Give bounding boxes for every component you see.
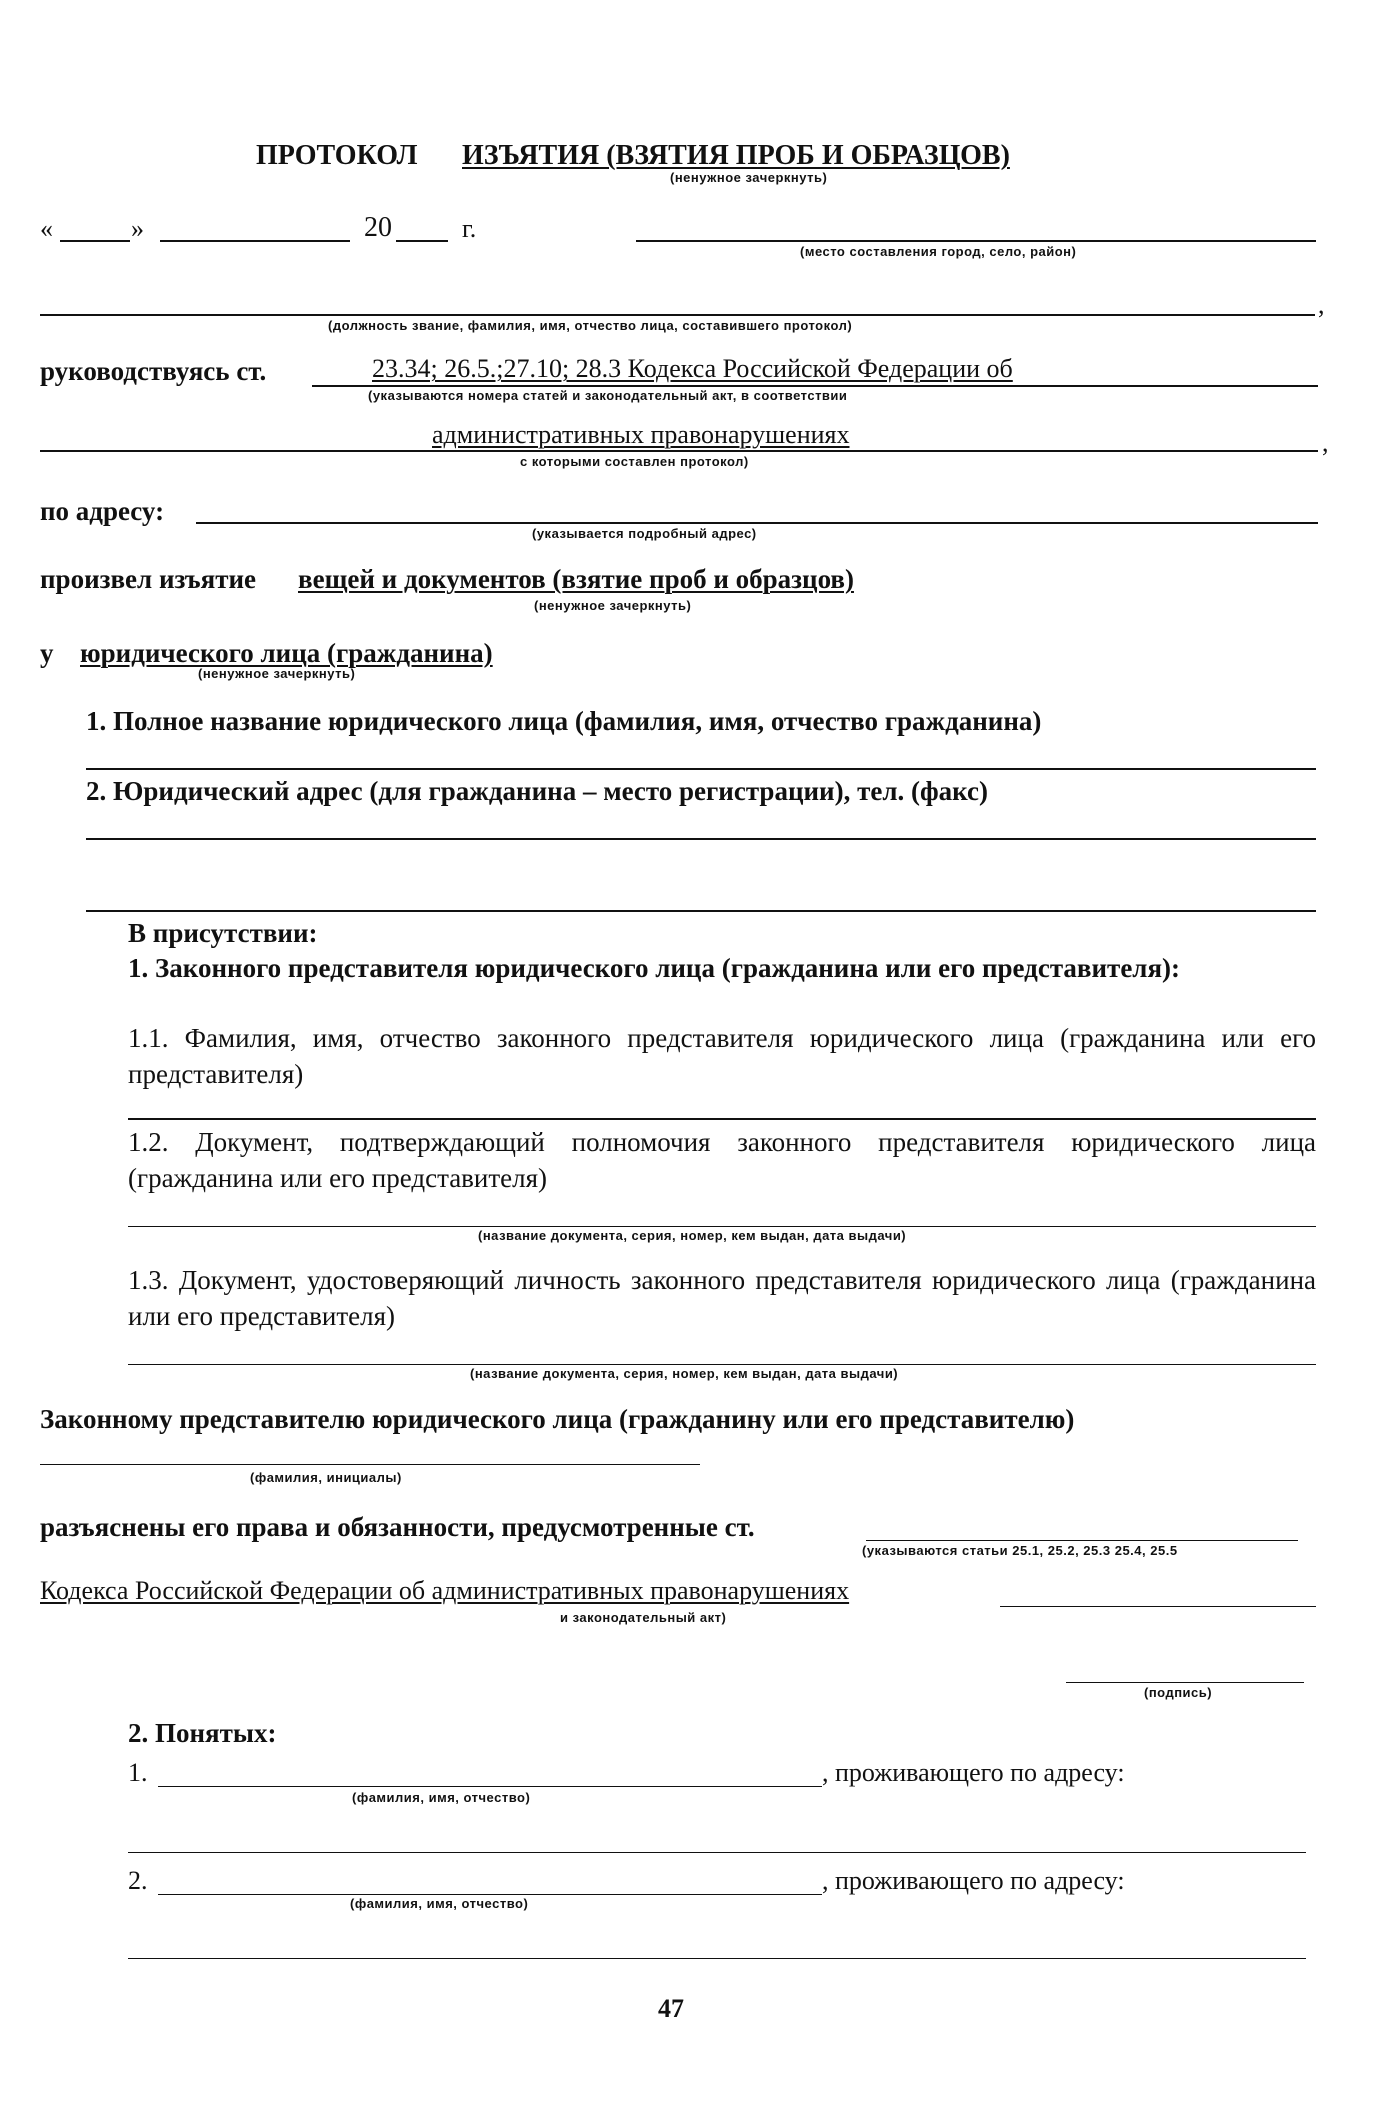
item-2-field[interactable] (86, 838, 1316, 840)
rights-code-caption: и законодательный акт) (560, 1610, 727, 1625)
guided-field[interactable] (312, 385, 1318, 387)
rights-to-rep: Законному представителю юридического лица (гражданину или его представителю) (40, 1404, 1075, 1434)
from-label: у (40, 638, 54, 668)
witnesses-heading: 2. Понятых: (128, 1718, 277, 1748)
guided-field-2[interactable] (40, 450, 1318, 452)
witness-1-address-field[interactable] (128, 1852, 1306, 1853)
place-caption: (место составления город, село, район) (800, 244, 1077, 259)
item-1-label: 1. Полное название юридического лица (фамилия, имя, отчество гражданина) (86, 706, 1042, 736)
seizure-value: вещей и документов (взятие проб и образцов) (298, 564, 854, 594)
guided-caption-2: с которыми составлен протокол) (520, 454, 749, 469)
signature-caption: (подпись) (1144, 1685, 1213, 1700)
witness-1-name-field[interactable] (158, 1786, 822, 1787)
title-main: ИЗЪЯТИЯ (ВЗЯТИЯ ПРОБ И ОБРАЗЦОВ) (462, 140, 1010, 171)
rights-name-caption: (фамилия, инициалы) (250, 1470, 402, 1485)
presence-p13-field[interactable] (128, 1364, 1316, 1365)
official-caption: (должность звание, фамилия, имя, отчество лица, составившего протокол) (328, 318, 853, 333)
guided-value-2: административных правонарушениях (432, 420, 850, 449)
presence-p13-caption: (название документа, серия, номер, кем выдан, дата выдачи) (470, 1366, 899, 1381)
rights-articles-caption: (указываются статьи 25.1, 25.2, 25.3 25.4, 25.5 (862, 1543, 1178, 1558)
witness-2-caption: (фамилия, имя, отчество) (350, 1896, 529, 1911)
date-close-quote: » (131, 214, 144, 243)
presence-heading: В присутствии: (128, 918, 318, 948)
presence-p11: 1.1. Фамилия, имя, отчество законного представителя юридического лица (гражданина или его представителя) (128, 1023, 1316, 1089)
presence-p11-field[interactable] (128, 1118, 1316, 1120)
place-field[interactable] (636, 240, 1316, 242)
guided-label: руководствуясь ст. (40, 356, 267, 386)
date-day-field[interactable] (60, 240, 130, 242)
presence-p1: 1. Законного представителя юридического лица (гражданина или его представителя): (128, 953, 1181, 983)
rights-code: Кодекса Российской Федерации об административных правонарушениях (40, 1576, 850, 1605)
official-comma: , (1318, 290, 1325, 319)
witness-2-address-field[interactable] (128, 1958, 1306, 1959)
presence-p13: 1.3. Документ, удостоверяющий личность законного представителя юридического лица (гражданина или его представителя) (128, 1265, 1316, 1331)
rights-code-field[interactable] (1000, 1606, 1316, 1607)
witness-1-residing: , проживающего по адресу: (822, 1758, 1125, 1787)
from-caption: (ненужное зачеркнуть) (198, 666, 356, 681)
page-number: 47 (658, 1994, 684, 2023)
title-note: (ненужное зачеркнуть) (670, 170, 828, 185)
guided-comma: , (1322, 428, 1329, 457)
date-year-prefix: 20 (364, 212, 392, 243)
item-2-label: 2. Юридический адрес (для гражданина – место регистрации), тел. (факс) (86, 776, 989, 806)
guided-caption: (указываются номера статей и законодательный акт, в соответствии (368, 388, 848, 403)
presence-p12-field[interactable] (128, 1226, 1316, 1227)
address-field[interactable] (196, 522, 1318, 524)
presence-p12-caption: (название документа, серия, номер, кем выдан, дата выдачи) (478, 1228, 907, 1243)
witness-2-number: 2. (128, 1866, 148, 1895)
guided-value: 23.34; 26.5.;27.10; 28.3 Кодекса Российской Федерации об (372, 354, 1013, 383)
witness-1-caption: (фамилия, имя, отчество) (352, 1790, 531, 1805)
seizure-label: произвел изъятие (40, 564, 257, 594)
title-prefix: ПРОТОКОЛ (256, 140, 418, 171)
witness-2-name-field[interactable] (158, 1894, 822, 1895)
presence-p12: 1.2. Документ, подтверждающий полномочия законного представителя юридического лица (гражданина или его представителя) (128, 1127, 1316, 1193)
witness-1-number: 1. (128, 1758, 148, 1787)
rights-articles-field[interactable] (866, 1540, 1298, 1541)
from-value: юридического лица (гражданина) (80, 638, 493, 668)
date-year-field[interactable] (396, 240, 448, 242)
date-open-quote: « (40, 214, 53, 243)
date-year-suffix: г. (462, 214, 477, 243)
address-label: по адресу: (40, 496, 165, 526)
official-field[interactable] (40, 314, 1315, 316)
item-1-field[interactable] (86, 768, 1316, 770)
address-caption: (указывается подробный адрес) (532, 526, 757, 541)
seizure-caption: (ненужное зачеркнуть) (534, 598, 692, 613)
item-2-field-2[interactable] (86, 910, 1316, 912)
rights-name-field[interactable] (40, 1464, 700, 1465)
witness-2-residing: , проживающего по адресу: (822, 1866, 1125, 1895)
rights-explained: разъяснены его права и обязанности, предусмотренные ст. (40, 1512, 755, 1542)
signature-field[interactable] (1066, 1682, 1304, 1683)
date-month-field[interactable] (160, 240, 350, 242)
